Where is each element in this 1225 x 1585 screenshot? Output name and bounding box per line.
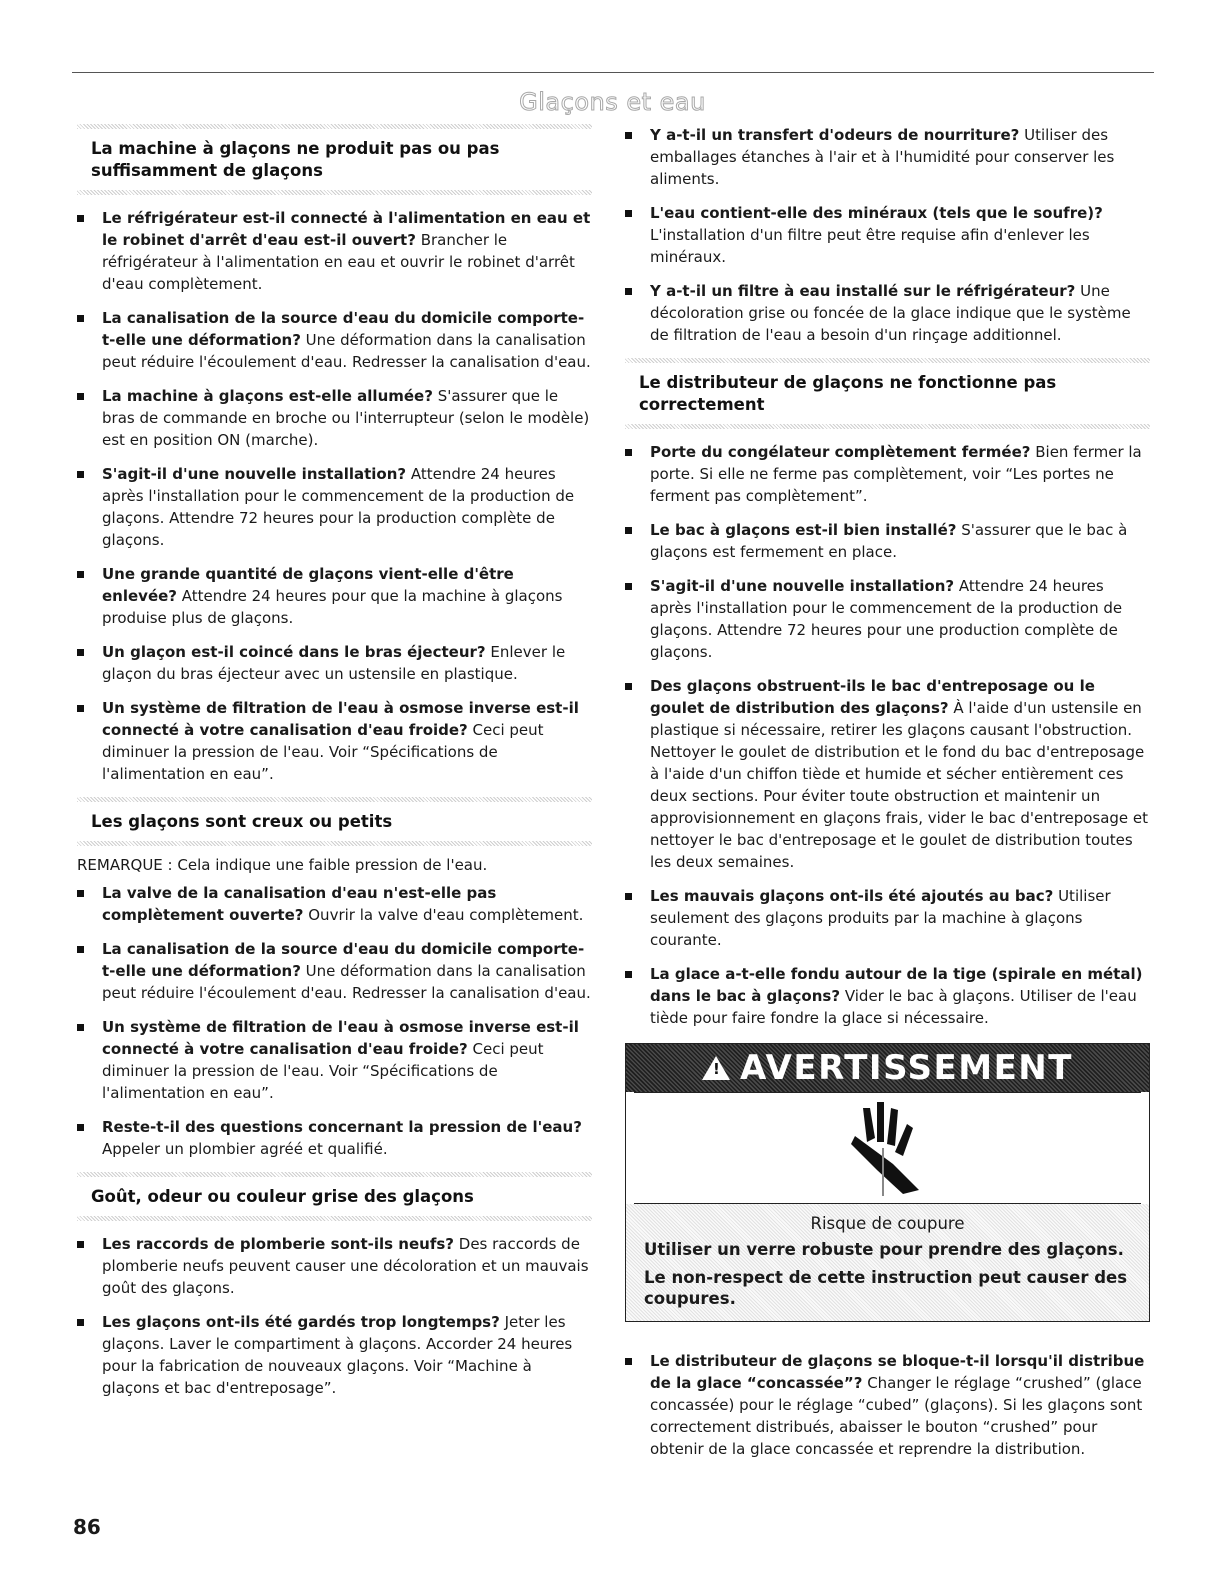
item-answer: L'installation d'un filtre peut être requise afin d'enlever les minéraux. xyxy=(650,226,1090,266)
item-answer: À l'aide d'un ustensile en plastique si nécessaire, retirer les glaçons causant l'obstruction. Nettoyer le goulet de distribution et le fond du bac d'entreposage à l'aide d'un chiffon tiède et humide et sécher entièrement ces deux sections. Pour éviter toute obstruction et maintenir un approvisionnement en glaçons frais, vider le bac d'entreposage et nettoyer le bac d'entreposage et le goulet de distribution toutes les deux semaines. xyxy=(650,699,1149,871)
item-list xyxy=(77,207,592,785)
section-heading: Le distributeur de glaçons ne fonctionne pas correctement xyxy=(639,373,1057,414)
item-answer: Brancher le réfrigérateur à l'alimentation en eau et ouvrir le robinet d'arrêt d'eau complètement. xyxy=(102,231,575,293)
top-rule xyxy=(72,72,1154,73)
item-question: Porte du congélateur complètement fermée? xyxy=(650,443,1031,461)
list-item xyxy=(77,938,592,1004)
item-question: La glace a-t-elle fondu autour de la tige (spirale en métal) dans le bac à glaçons? xyxy=(650,965,1143,1005)
item-question: Y a-t-il un filtre à eau installé sur le réfrigérateur? xyxy=(650,282,1076,300)
warning-box xyxy=(625,1043,1150,1322)
item-question: Un système de filtration de l'eau à osmose inverse est-il connecté à votre canalisation d'eau froide? xyxy=(102,699,579,739)
item-question: Le bac à glaçons est-il bien installé? xyxy=(650,521,957,539)
item-answer: S'assurer que le bras de commande en broche ou l'interrupteur (selon le modèle) est en position ON (marche). xyxy=(102,387,590,449)
list-item xyxy=(77,307,592,373)
item-question: Reste-t-il des questions concernant la pression de l'eau? xyxy=(102,1118,582,1136)
section-taste-odor xyxy=(77,1172,592,1399)
item-answer: Utiliser seulement des glaçons produits par la machine à glaçons courante. xyxy=(650,887,1111,949)
warning-triangle-icon: ! xyxy=(702,1056,730,1080)
section-heading: Goût, odeur ou couleur grise des glaçons xyxy=(91,1187,474,1206)
list-item xyxy=(77,882,592,926)
item-list xyxy=(625,124,1150,346)
list-item xyxy=(625,519,1150,563)
warning-title: AVERTISSEMENT xyxy=(740,1048,1073,1088)
item-question: S'agit-il d'une nouvelle installation? xyxy=(650,577,955,595)
warning-risk: Risque de coupure xyxy=(810,1214,965,1233)
list-item xyxy=(625,1350,1150,1460)
item-answer: Jeter les glaçons. Laver le compartiment à glaçons. Accorder 24 heures pour la fabrication de nouveaux glaçons. Voir “Machine à glaçons et bac d'entreposage”. xyxy=(102,1313,573,1397)
item-answer: Ouvrir la valve d'eau complètement. xyxy=(303,906,584,924)
item-answer: Attendre 24 heures après l'installation pour le commencement de la production de glaçons. Attendre 72 heures pour la production complète de glaçons. xyxy=(102,465,575,549)
item-answer: Ceci peut diminuer la pression de l'eau. Voir “Spécifications de l'alimentation en eau”. xyxy=(102,1040,544,1102)
item-question: Un glaçon est-il coincé dans le bras éjecteur? xyxy=(102,643,486,661)
list-item xyxy=(625,575,1150,663)
item-question: Les glaçons ont-ils été gardés trop longtemps? xyxy=(102,1313,500,1331)
item-answer: Changer le réglage “crushed” (glace concassée) pour le réglage “cubed” (glaçons). Si les glaçons sont correctement distribués, abaisser le bouton “crushed” pour obtenir de la glace concassée et reprendre la distribution. xyxy=(650,1374,1143,1458)
list-item xyxy=(625,963,1150,1029)
section-rule xyxy=(77,190,592,195)
cut-hazard-icon xyxy=(833,1098,943,1198)
item-answer: Attendre 24 heures pour que la machine à glaçons produise plus de glaçons. xyxy=(102,587,563,627)
item-question: Le distributeur de glaçons se bloque-t-il lorsqu'il distribue de la glace “concassée”? xyxy=(650,1352,1145,1392)
list-item xyxy=(625,124,1150,190)
item-question: L'eau contient-elle des minéraux (tels que le soufre)? xyxy=(650,204,1103,222)
item-answer: Une déformation dans la canalisation peut réduire l'écoulement d'eau. Redresser la canalisation d'eau. xyxy=(102,962,591,1002)
section-heading: Les glaçons sont creux ou petits xyxy=(91,812,393,831)
item-question: Une grande quantité de glaçons vient-elle d'être enlevée? xyxy=(102,565,514,605)
section-ice-production xyxy=(77,124,592,785)
item-question: Un système de filtration de l'eau à osmose inverse est-il connecté à votre canalisation d'eau froide? xyxy=(102,1018,579,1058)
item-question: Y a-t-il un transfert d'odeurs de nourriture? xyxy=(650,126,1020,144)
list-item xyxy=(625,675,1150,873)
item-question: La valve de la canalisation d'eau n'est-elle pas complètement ouverte? xyxy=(102,884,497,924)
item-answer: Vider le bac à glaçons. Utiliser de l'eau tiède pour faire fondre la glace si nécessaire. xyxy=(650,987,1137,1027)
note: REMARQUE : Cela indique une faible pression de l'eau. xyxy=(77,856,488,874)
list-item xyxy=(77,1016,592,1104)
item-answer: Utiliser des emballages étanches à l'air et à l'humidité pour conserver les aliments. xyxy=(650,126,1115,188)
section-dispenser xyxy=(625,358,1150,1029)
warning-consequence: Le non-respect de cette instruction peut causer des coupures. xyxy=(644,1268,1128,1308)
item-answer: S'assurer que le bac à glaçons est fermement en place. xyxy=(650,521,1128,561)
item-list xyxy=(625,441,1150,1029)
list-item xyxy=(625,441,1150,507)
page-number: 86 xyxy=(73,1515,101,1539)
item-answer: Une décoloration grise ou foncée de la glace indique que le système de filtration de l'eau a besoin d'un rinçage additionnel. xyxy=(650,282,1131,344)
list-item xyxy=(77,1233,592,1299)
right-column xyxy=(625,124,1150,1472)
item-list xyxy=(77,1233,592,1399)
item-question: Le réfrigérateur est-il connecté à l'alimentation en eau et le robinet d'arrêt d'eau est-il ouvert? xyxy=(102,209,591,249)
section-heading: La machine à glaçons ne produit pas ou pas suffisamment de glaçons xyxy=(91,139,500,180)
item-list xyxy=(625,1350,1150,1460)
item-question: La canalisation de la source d'eau du domicile comporte-t-elle une déformation? xyxy=(102,309,585,349)
item-answer: Une déformation dans la canalisation peut réduire l'écoulement d'eau. Redresser la canalisation d'eau. xyxy=(102,331,591,371)
item-answer: Appeler un plombier agréé et qualifié. xyxy=(102,1140,388,1158)
list-item xyxy=(77,463,592,551)
warning-text-area xyxy=(626,1204,1149,1321)
list-item xyxy=(77,697,592,785)
section-rule xyxy=(77,1216,592,1221)
item-answer: Bien fermer la porte. Si elle ne ferme pas complètement, voir “Les portes ne ferment pas complètement”. xyxy=(650,443,1142,505)
item-question: S'agit-il d'une nouvelle installation? xyxy=(102,465,407,483)
warning-instruction: Utiliser un verre robuste pour prendre des glaçons. xyxy=(644,1240,1124,1259)
page-title: Glaçons et eau xyxy=(519,88,706,116)
left-column xyxy=(77,124,592,1411)
list-item xyxy=(77,1311,592,1399)
item-question: Des glaçons obstruent-ils le bac d'entreposage ou le goulet de distribution des glaçons? xyxy=(650,677,1095,717)
warning-pictogram xyxy=(634,1092,1141,1204)
list-item xyxy=(625,280,1150,346)
item-question: Les raccords de plomberie sont-ils neufs? xyxy=(102,1235,454,1253)
list-item xyxy=(77,1116,592,1160)
item-answer: Ceci peut diminuer la pression de l'eau. Voir “Spécifications de l'alimentation en eau”. xyxy=(102,721,544,783)
list-item xyxy=(77,385,592,451)
item-question: Les mauvais glaçons ont-ils été ajoutés au bac? xyxy=(650,887,1054,905)
item-list xyxy=(77,882,592,1160)
list-item xyxy=(625,202,1150,268)
list-item xyxy=(77,641,592,685)
list-item xyxy=(77,563,592,629)
item-answer: Enlever le glaçon du bras éjecteur avec un ustensile en plastique. xyxy=(102,643,566,683)
item-answer: Des raccords de plomberie neufs peuvent causer une décoloration et un mauvais goût des glaçons. xyxy=(102,1235,589,1297)
section-rule xyxy=(625,424,1150,429)
section-rule xyxy=(77,841,592,846)
item-answer: Attendre 24 heures après l'installation pour le commencement de la production de glaçons. Attendre 72 heures pour une production complète de glaçons. xyxy=(650,577,1123,661)
list-item xyxy=(77,207,592,295)
warning-banner xyxy=(626,1044,1149,1092)
item-question: La machine à glaçons est-elle allumée? xyxy=(102,387,433,405)
item-question: La canalisation de la source d'eau du domicile comporte-t-elle une déformation? xyxy=(102,940,585,980)
section-hollow-cubes xyxy=(77,797,592,1160)
list-item xyxy=(625,885,1150,951)
